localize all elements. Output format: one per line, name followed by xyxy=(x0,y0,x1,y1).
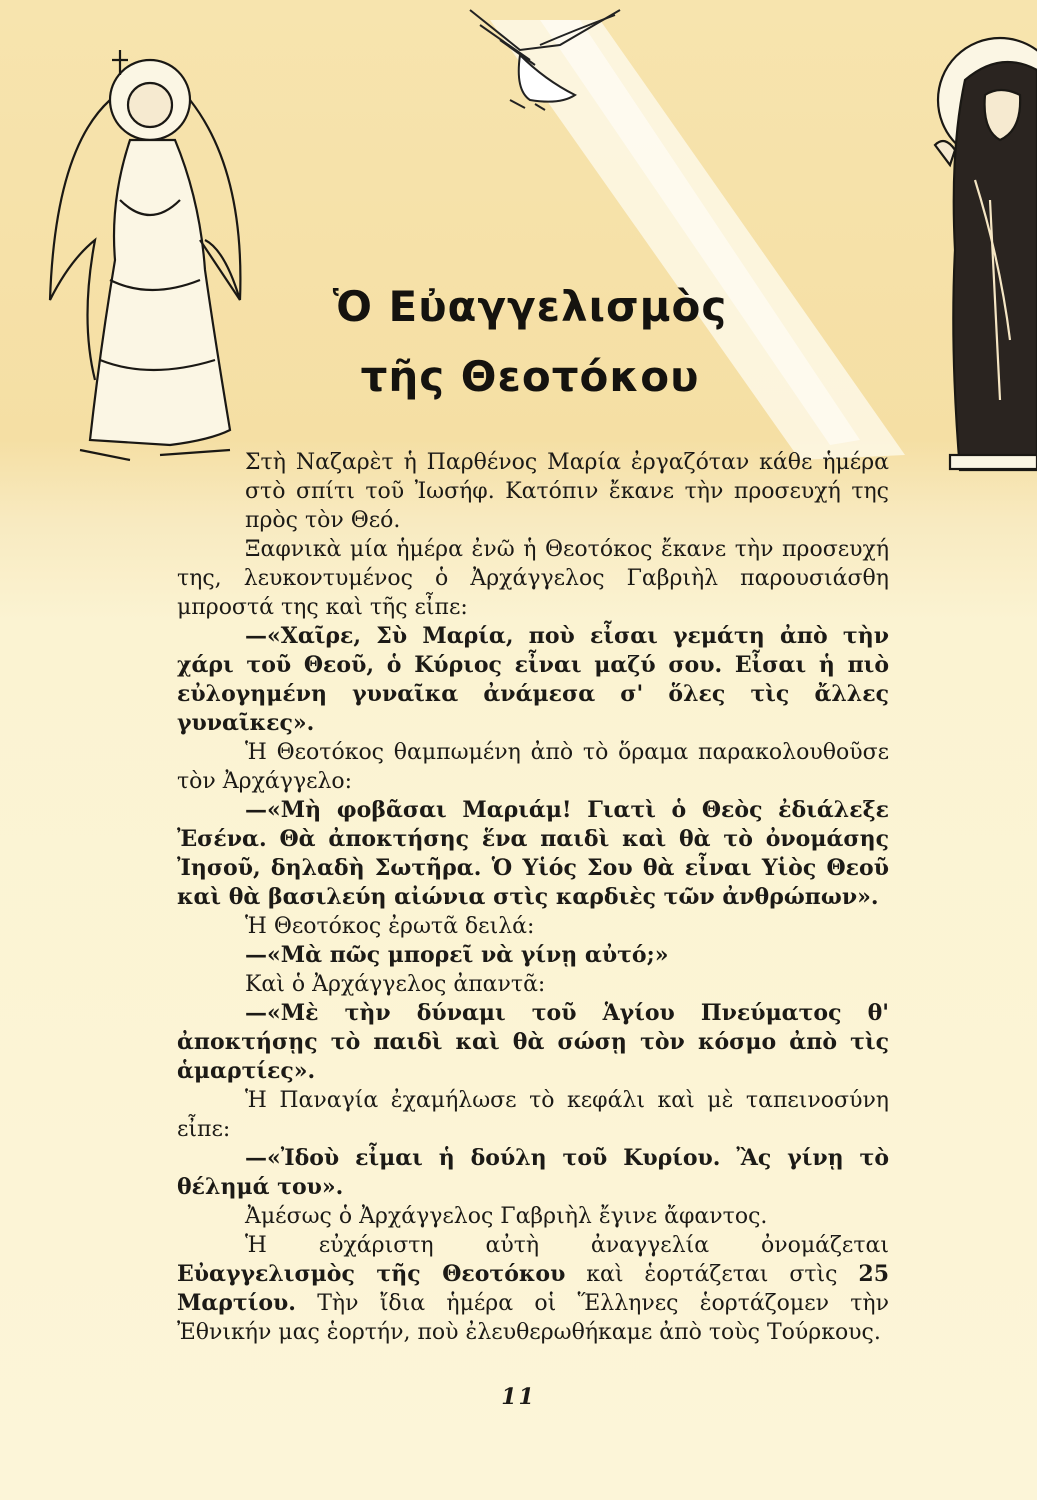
paragraph-1: Στὴ Ναζαρὲτ ἡ Παρθένος Μαρία ἐργαζόταν κάθε ἡμέρα στὸ σπίτι τοῦ Ἰωσήφ. Κατόπιν ἔκανε τὴν προσευχή της πρὸς τὸν Θεό. xyxy=(245,450,889,533)
paragraph-6: Ἡ Θεοτόκος ἐρωτᾶ δειλά: xyxy=(245,914,535,939)
page-number: 11 xyxy=(501,1384,536,1410)
page-title-line-1: Ὁ Εὐαγγελισμὸς xyxy=(332,282,728,331)
story-text xyxy=(177,448,889,1347)
paragraph-12: Ἀμέσως ὁ Ἀρχάγγελος Γαβριὴλ ἔγινε ἄφαντος. xyxy=(245,1204,768,1229)
paragraph-5-quote: —«Μὴ φοβᾶσαι Μαριάμ! Γιατὶ ὁ Θεὸς ἐδιάλεξε Ἐσένα. Θὰ ἀποκτήσης ἕνα παιδὶ καὶ θὰ τὸ ὀνομάσης Ἰησοῦ, δηλαδὴ Σωτῆρα. Ὁ Υἱός Σου θὰ εἶναι Υἱὸς Θεοῦ καὶ θὰ βασιλεύη αἰώνια στὶς καρδιὲς τῶν ἀνθρώπων». xyxy=(177,797,889,910)
paragraph-3-quote: —«Χαῖρε, Σὺ Μαρία, ποὺ εἶσαι γεμάτη ἀπὸ τὴν χάρι τοῦ Θεοῦ, ὁ Κύριος εἶναι μαζύ σου. Εἶσαι ἡ πιὸ εὐλογημένη γυναῖκα ἀνάμεσα σ' ὅλες τὶς ἄλλες γυναῖκες». xyxy=(177,623,889,736)
feast-name: Εὐαγγελισμὸς τῆς Θεοτόκου xyxy=(177,1261,566,1287)
paragraph-4: Ἡ Θεοτόκος θαμπωμένη ἀπὸ τὸ ὅραμα παρακολουθοῦσε τὸν Ἀρχάγγελο: xyxy=(177,740,889,794)
paragraph-8: Καὶ ὁ Ἀρχάγγελος ἀπαντᾶ: xyxy=(245,972,546,997)
paragraph-7-quote: —«Μὰ πῶς μπορεῖ νὰ γίνῃ αὐτό;» xyxy=(245,942,669,968)
archangel-gabriel-figure xyxy=(50,50,240,460)
paragraph-13: Ἡ εὐχάριστη αὐτὴ ἀναγγελία ὀνομάζεται Εὐαγγελισμὸς τῆς Θεοτόκου καὶ ἑορτάζεται στὶς 25 Μαρτίου. Τὴν ἴδια ἡμέρα οἱ Ἕλληνες ἑορτάζομεν τὴν Ἐθνικήν μας ἑορτήν, ποὺ ἐλευθερωθήκαμε ἀπὸ τοὺς Τούρκους. xyxy=(177,1233,890,1345)
page-title-line-2: τῆς Θεοτόκου xyxy=(360,352,700,401)
paragraph-2: Ξαφνικὰ μία ἡμέρα ἐνῶ ἡ Θεοτόκος ἔκανε τὴν προσευχή της, λευκοντυμένος ὁ Ἀρχάγγελος Γαβριὴλ παρουσιάσθη μπροστά της καὶ τῆς εἶπε: xyxy=(177,537,889,620)
theotokos-figure xyxy=(935,38,1037,470)
paragraph-11-quote: —«Ἰδοὺ εἶμαι ἡ δούλη τοῦ Κυρίου. Ἂς γίνῃ τὸ θέλημά του». xyxy=(177,1145,889,1200)
paragraph-9-quote: —«Μὲ τὴν δύναμι τοῦ Ἁγίου Πνεύματος θ' ἀποκτήσῃς τὸ παιδὶ καὶ θὰ σώσῃ τὸν κόσμο ἀπὸ τὶς ἁμαρτίες». xyxy=(177,1000,889,1084)
paragraph-10: Ἡ Παναγία ἐχαμήλωσε τὸ κεφάλι καὶ μὲ ταπεινοσύνη εἶπε: xyxy=(177,1088,889,1142)
feast-date: 25 Μαρτίου. xyxy=(177,1261,890,1316)
